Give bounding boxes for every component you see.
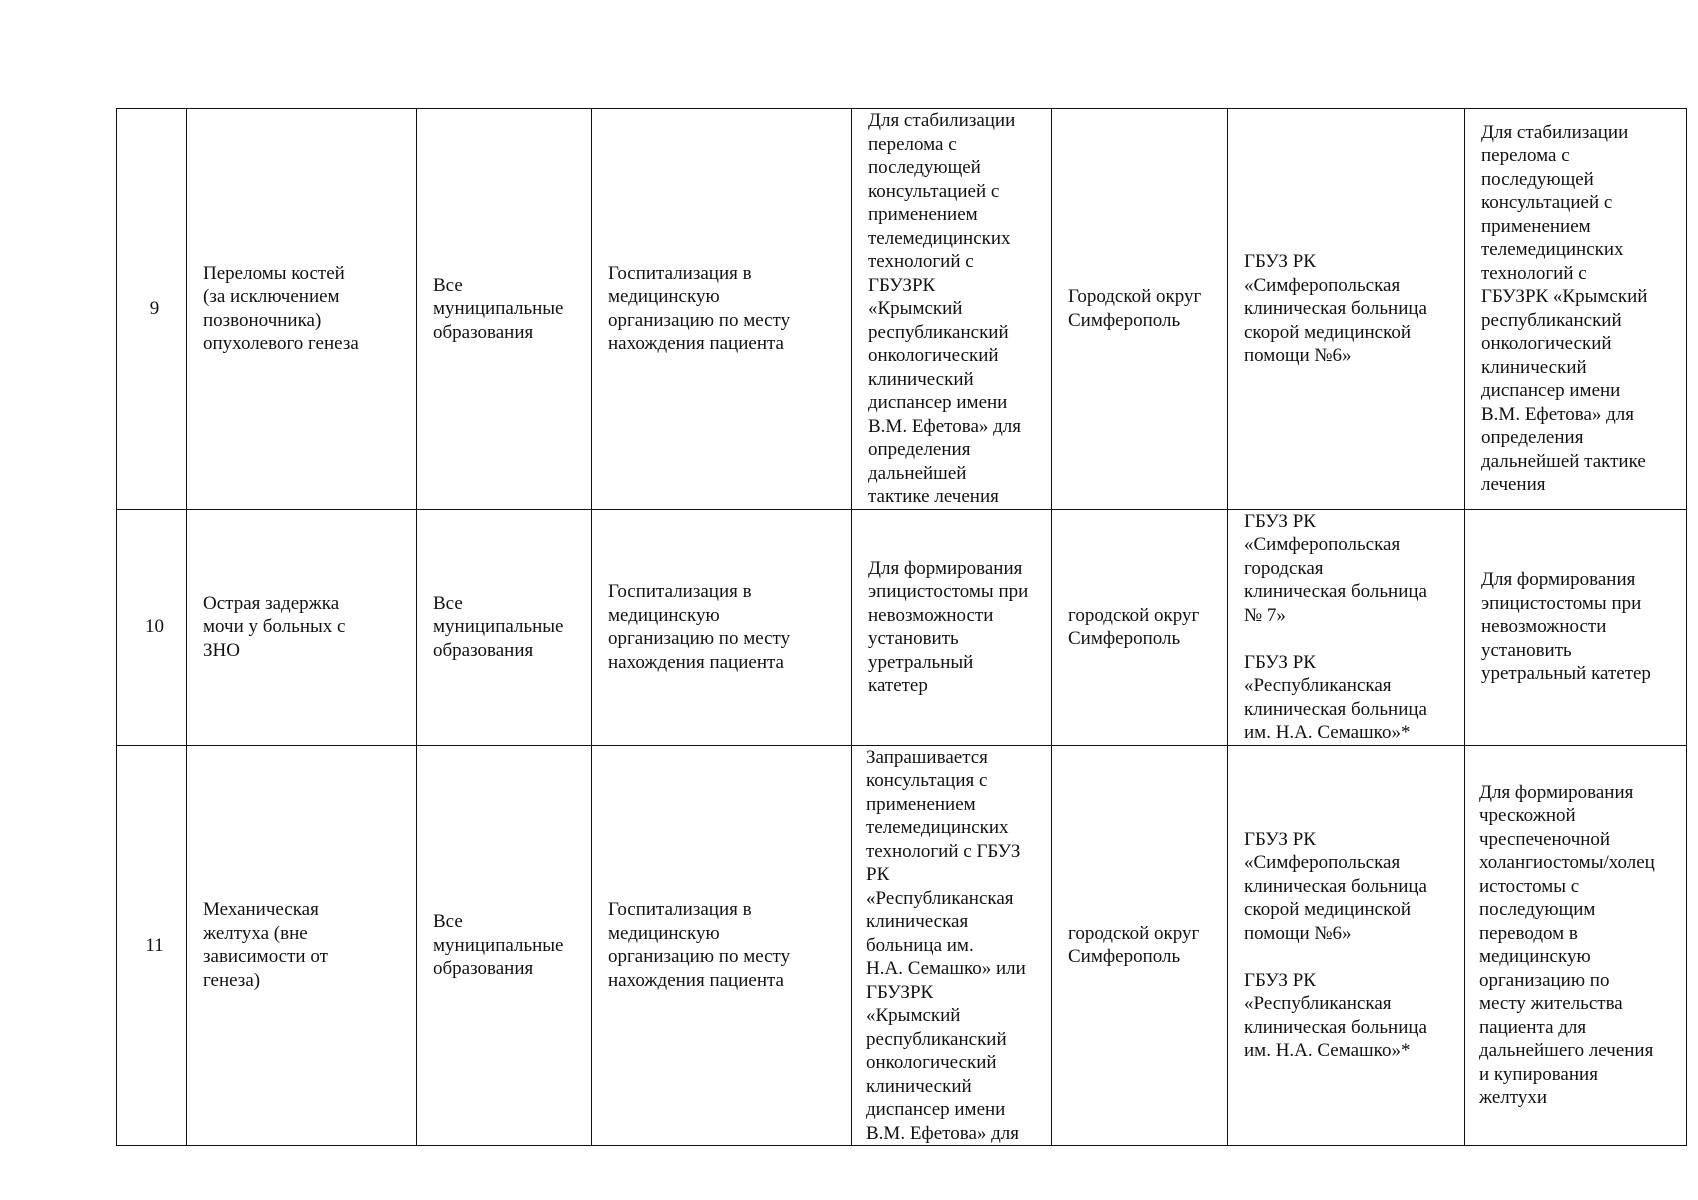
district-cell: Городской округ Симферополь xyxy=(1052,109,1228,510)
table-row xyxy=(117,745,1687,1146)
area-cell: Все муниципальные образования xyxy=(417,509,592,745)
row-number: 9 xyxy=(117,109,187,510)
action-cell: Госпитализация в медицинскую организацию по месту нахождения пациента xyxy=(592,109,852,510)
row-number: 10 xyxy=(117,509,187,745)
district-cell: городской округ Симферополь xyxy=(1052,509,1228,745)
purpose-cell: Для формирования чрескожной чреспеченочной холангиостомы/холец истостомы с последующим переводом в медицинскую организацию по месту жительства пациента для дальнейшего лечения и купирования желтухи xyxy=(1465,745,1687,1146)
action-cell: Госпитализация в медицинскую организацию по месту нахождения пациента xyxy=(592,745,852,1146)
consult-cell: Для формирования эпицистостомы при невозможности установить уретральный катетер xyxy=(852,509,1052,745)
consult-cell: Запрашивается консультация с применением телемедицинских технологий с ГБУЗ РК «Республиканская клиническая больница им. Н.А. Семашко» или ГБУЗРК «Крымский республиканский онкологический клинический диспансер имени В.М. Ефетова» для xyxy=(852,745,1052,1146)
area-cell: Все муниципальные образования xyxy=(417,109,592,510)
action-cell: Госпитализация в медицинскую организацию по месту нахождения пациента xyxy=(592,509,852,745)
consult-cell: Для стабилизации перелома с последующей консультацией с применением телемедицинских технологий с ГБУЗРК «Крымский республиканский онкологический клинический диспансер имени В.М. Ефетова» для определения дальнейшей тактике лечения xyxy=(852,109,1052,510)
purpose-cell: Для формирования эпицистостомы при невозможности установить уретральный катетер xyxy=(1465,509,1687,745)
table-row xyxy=(117,509,1687,745)
routing-table xyxy=(116,108,1687,1146)
district-cell: городской округ Симферополь xyxy=(1052,745,1228,1146)
condition-cell: Механическая желтуха (вне зависимости от генеза) xyxy=(187,745,417,1146)
area-cell: Все муниципальные образования xyxy=(417,745,592,1146)
hospital-cell: ГБУЗ РК «Симферопольская клиническая больница скорой медицинской помощи №6» xyxy=(1228,109,1465,510)
row-number: 11 xyxy=(117,745,187,1146)
hospital-cell: ГБУЗ РК «Симферопольская городская клиническая больница № 7» ГБУЗ РК «Республиканская клиническая больница им. Н.А. Семашко»* xyxy=(1228,509,1465,745)
table-row xyxy=(117,109,1687,510)
condition-cell: Острая задержка мочи у больных с ЗНО xyxy=(187,509,417,745)
condition-cell: Переломы костей (за исключением позвоночника) опухолевого генеза xyxy=(187,109,417,510)
hospital-cell: ГБУЗ РК «Симферопольская клиническая больница скорой медицинской помощи №6» ГБУЗ РК «Республиканская клиническая больница им. Н.А. Семашко»* xyxy=(1228,745,1465,1146)
purpose-cell: Для стабилизации перелома с последующей консультацией с применением телемедицинских технологий с ГБУЗРК «Крымский республиканский онкологический клинический диспансер имени В.М. Ефетова» для определения дальнейшей тактике лечения xyxy=(1465,109,1687,510)
